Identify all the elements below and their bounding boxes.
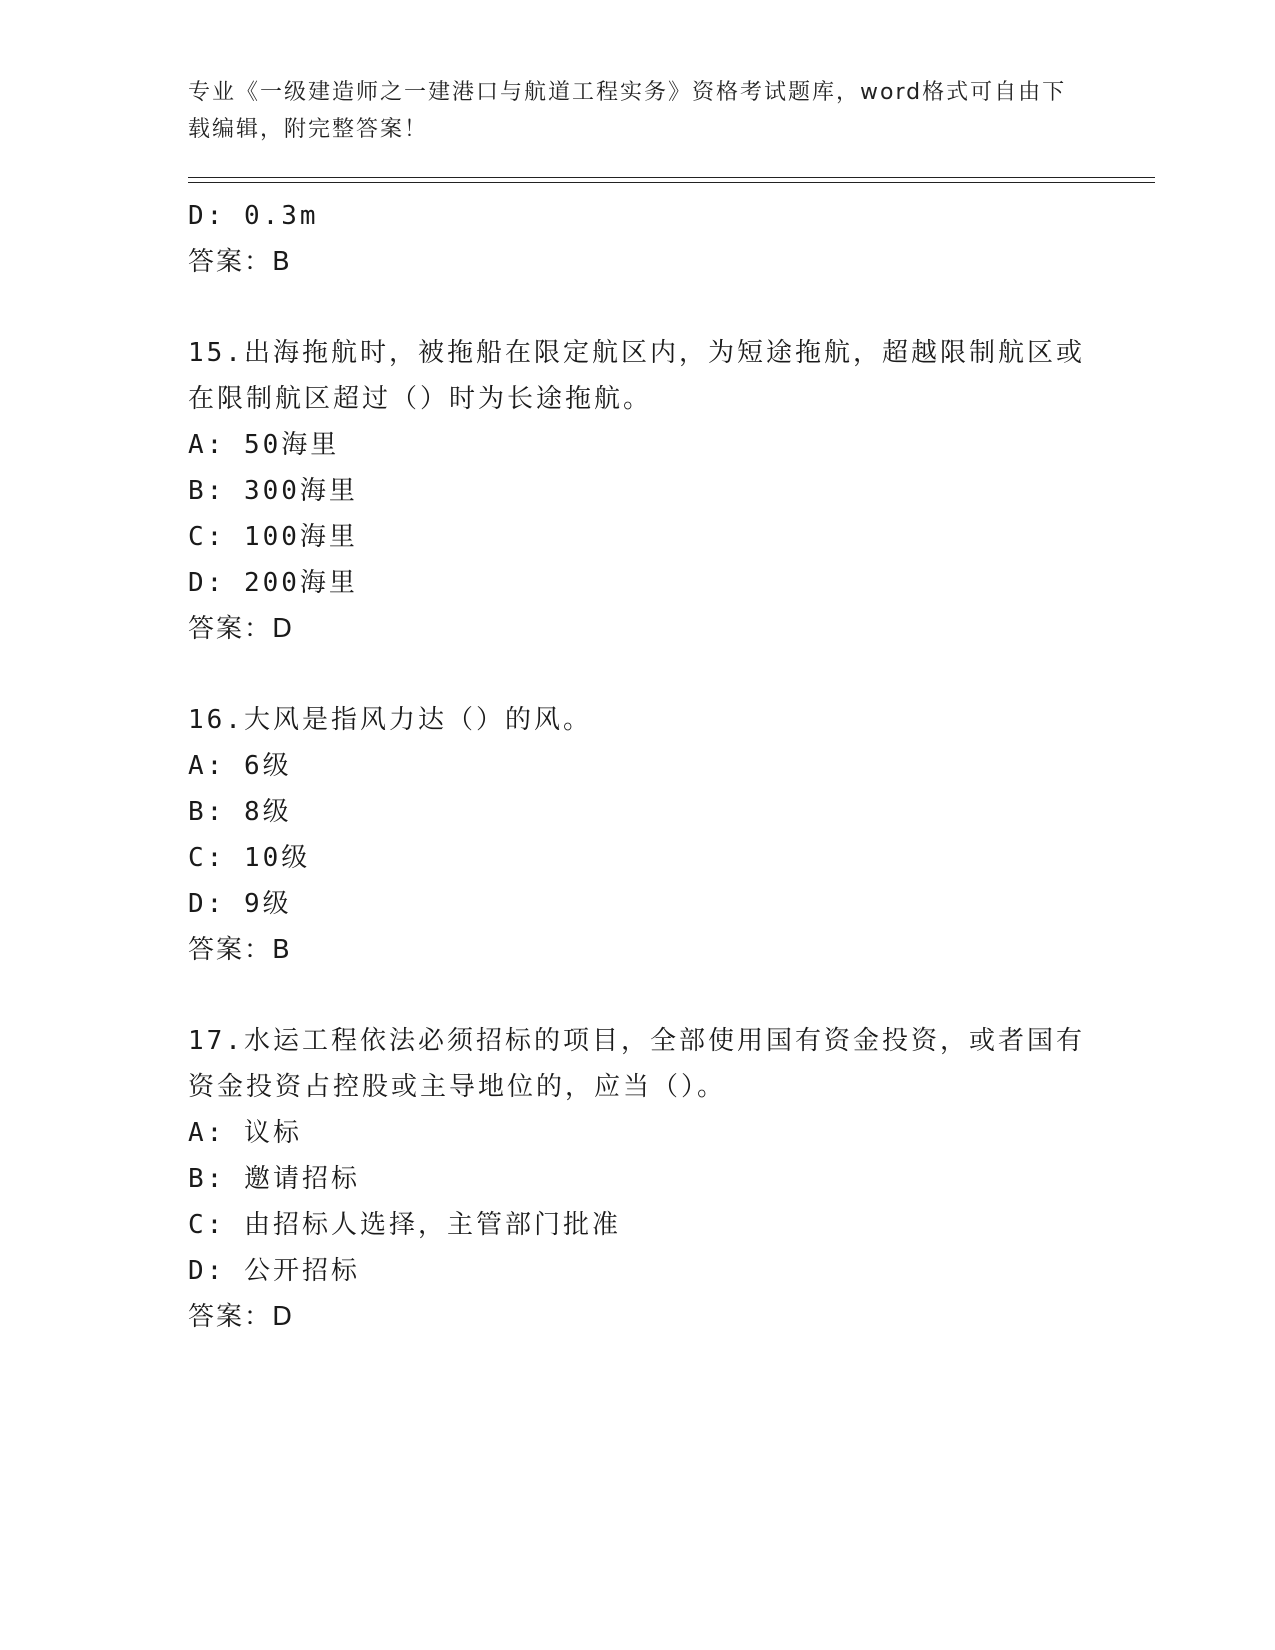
- header-rule-bottom: [188, 182, 1155, 183]
- option-c: C: 由招标人选择，主管部门批准: [188, 1210, 621, 1240]
- option-c: C: 10级: [188, 843, 311, 873]
- option-a: A: 50海里: [188, 430, 340, 460]
- answer: 答案：D: [188, 1302, 295, 1332]
- option-a: A: 6级: [188, 751, 292, 781]
- question-text-line: 16.大风是指风力达（）的风。: [188, 705, 592, 735]
- question-15: [188, 330, 1088, 652]
- question-text-line: 在限制航区超过（）时为长途拖航。: [188, 384, 653, 414]
- option-d: D: 9级: [188, 889, 292, 919]
- prev-option-d: D: 0.3m: [188, 201, 319, 231]
- document-header: 专业《一级建造师之一建港口与航道工程实务》资格考试题库，word格式可自由下载编辑，附完整答案！: [188, 80, 1067, 142]
- answer: 答案：B: [188, 935, 292, 965]
- header-rule-top: [188, 177, 1155, 178]
- question-text-line: 资金投资占控股或主导地位的，应当（）。: [188, 1072, 727, 1102]
- answer: 答案：D: [188, 614, 295, 644]
- option-b: B: 邀请招标: [188, 1164, 360, 1194]
- option-d: D: 公开招标: [188, 1256, 360, 1286]
- option-b: B: 8级: [188, 797, 292, 827]
- option-d: D: 200海里: [188, 568, 358, 598]
- question-text-line: 15.出海拖航时，被拖船在限定航区内，为短途拖航，超越限制航区或: [188, 338, 1085, 368]
- option-a: A: 议标: [188, 1118, 302, 1148]
- question-16: [188, 697, 1088, 973]
- option-b: B: 300海里: [188, 476, 358, 506]
- option-c: C: 100海里: [188, 522, 358, 552]
- prev-answer: 答案：B: [188, 247, 292, 277]
- question-text-line: 17.水运工程依法必须招标的项目，全部使用国有资金投资，或者国有: [188, 1026, 1085, 1056]
- question-content: [188, 193, 1088, 1340]
- question-17: [188, 1018, 1088, 1340]
